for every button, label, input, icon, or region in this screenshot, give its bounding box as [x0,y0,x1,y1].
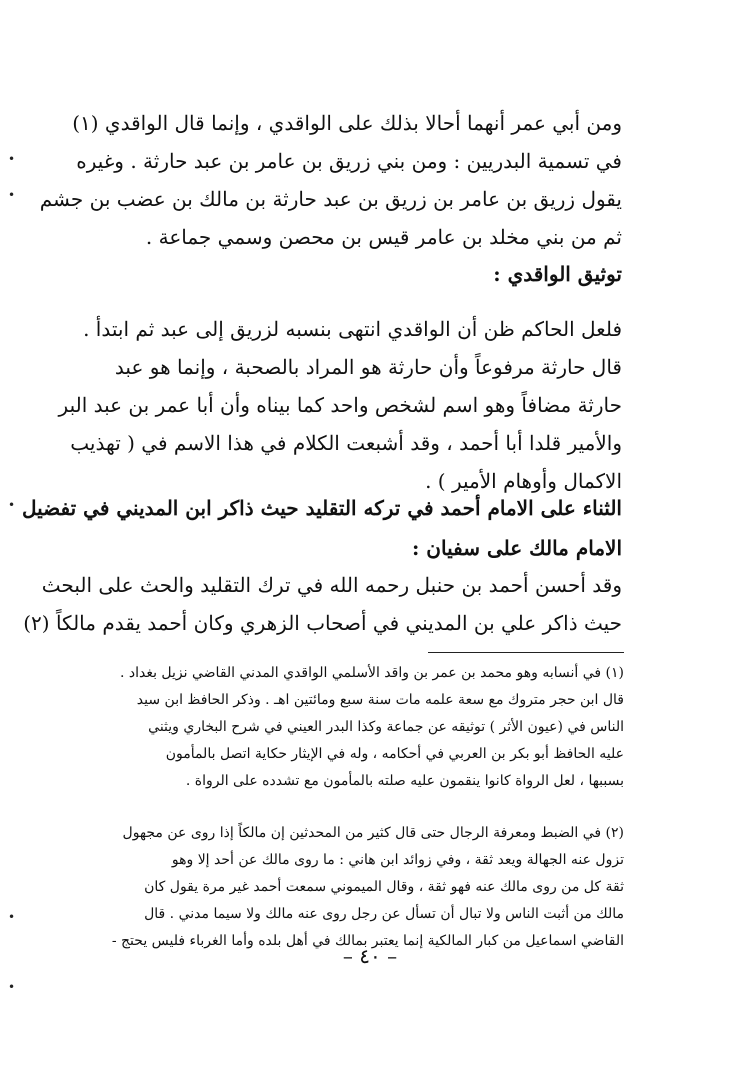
footnote-line: القاضي اسماعيل من كبار المالكية إنما يعتبر بمالك في أهل بلده وأما الغرباء فليس يحتج - [111,933,624,949]
margin-speck: • [8,188,16,202]
section-heading-thana [22,488,622,568]
section-heading-tawthiq: توثيق الواقدي : [493,262,622,286]
intro-paragraph [39,104,622,256]
section1-line: قال حارثة مرفوعاً وأن حارثة هو المراد بالصحبة ، وإنما هو عبد [114,355,622,379]
intro-line: في تسمية البدريين : ومن بني زريق بن عامر بن عبد حارثة . وغيره [76,149,622,173]
footnote-line: عليه الحافظ أبو بكر بن العربي في أحكامه ، وله في الإيثار حكاية اتصل بالمأمون [165,746,624,762]
footnote-line: (٢) في الضبط ومعرفة الرجال حتى قال كثير من المحدثين إن مالكاً إذا روى عن مجهول [122,825,624,841]
footnote-1 [108,660,624,795]
section1-line: الاكمال وأوهام الأمير ) . [425,469,622,493]
section1-line: والأمير قلدا أبا أحمد ، وقد أشبعت الكلام في هذا الاسم في ( تهذيب [70,431,622,455]
margin-speck: • [8,498,16,512]
section2-paragraph [23,566,622,642]
section1-line: فلعل الحاكم ظن أن الواقدي انتهى بنسبه لزريق إلى عبد ثم ابتدأ . [83,317,622,341]
intro-line: ثم من بني مخلد بن عامر قيس بن محصن وسمي جماعة . [145,225,622,249]
section1-line: حارثة مضافاً وهو اسم لشخص واحد كما بيناه وأن أبا عمر بن عبد البر [58,393,622,417]
intro-line: يقول زريق بن عامر بن زريق بن عبد حارثة بن مالك بن عضب بن جشم [39,187,622,211]
page-number: – ٤٠ – [342,944,398,968]
footnote-line: بسببها ، لعل الرواة كانوا ينقمون عليه صلته بالمأمون مع تشدده على الرواة . [185,773,624,789]
footnote-line: تزول عنه الجهالة ويعد ثقة ، وفي زوائد ابن هاني : ما روى مالك عن أحد إلا وهو [171,852,624,868]
footnote-2 [108,820,624,955]
heading-line: الثناء على الامام أحمد في تركه التقليد حيث ذاكر ابن المديني في تفضيل [22,496,622,520]
footnote-line: قال ابن حجر متروك مع سعة علمه مات سنة سبع ومائتين اهـ . وذكر الحافظ ابن سيد [136,692,624,708]
heading-line: الامام مالك على سفيان : [411,536,622,560]
footnote-line: الناس في (عيون الأثر ) توثيقه عن جماعة وكذا البدر العيني في شرح البخاري ويثني [148,719,624,735]
margin-speck: • [8,980,16,994]
footnote-separator [428,652,624,653]
section2-line: وقد أحسن أحمد بن حنبل رحمه الله في ترك التقليد والحث على البحث [41,573,622,597]
section2-line: حيث ذاكر علي بن المديني في أصحاب الزهري وكان أحمد يقدم مالكاً (٢) [23,611,622,635]
section1-paragraph [58,310,622,500]
footnote-line: (١) في أنسابه وهو محمد بن عمر بن واقد الأسلمي الواقدي المدني القاضي نزيل بغداد . [119,665,624,681]
footnote-line: مالك من أثبت الناس ولا تبال أن تسأل عن رجل روى عنه مالك ولا سيما مدني . قال [144,906,624,922]
margin-speck: • [8,910,16,924]
footnote-line: ثقة كل من روى مالك عنه فهو ثقة ، وقال الميموني سمعت أحمد غير مرة يقول كان [144,879,624,895]
margin-speck: • [8,152,16,166]
intro-line: ومن أبي عمر أنهما أحالا بذلك على الواقدي ، وإنما قال الواقدي (١) [72,111,622,135]
